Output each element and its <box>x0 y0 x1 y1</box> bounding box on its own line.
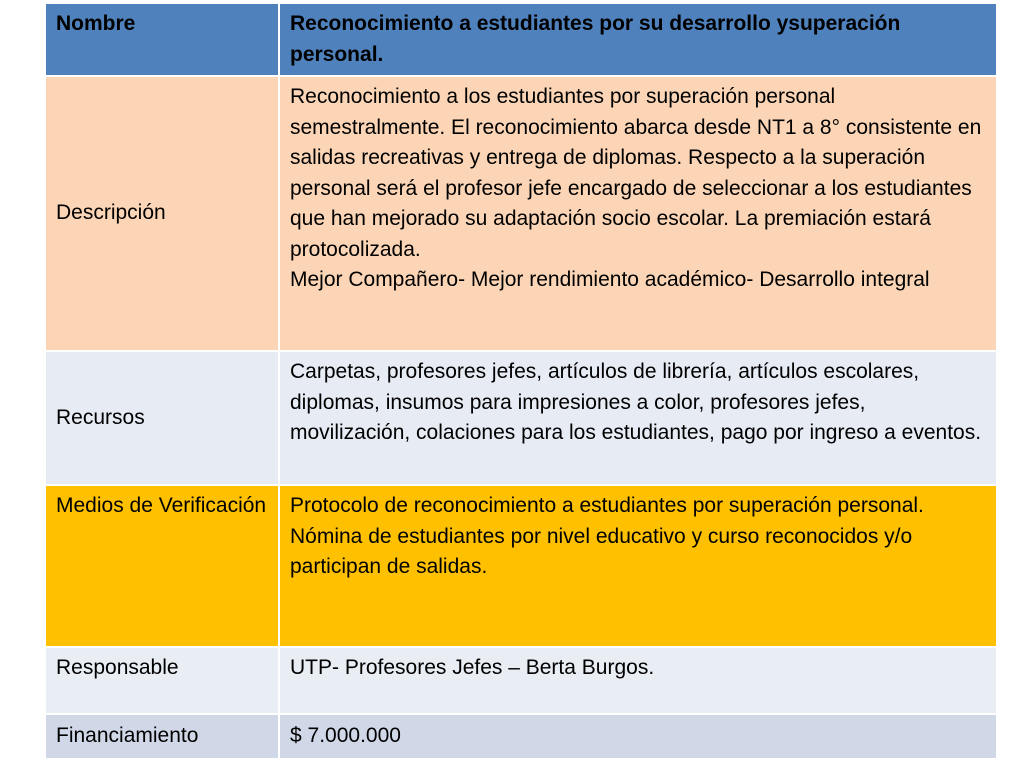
recursos-value: Carpetas, profesores jefes, artículos de librería, artículos escolares, diplomas, insumos para impresiones a color, profesores jefes, movilización, colaciones para los estudiantes, pago por ingreso a eventos. <box>279 351 997 485</box>
nombre-label: Nombre <box>45 3 279 76</box>
financiamiento-value: $ 7.000.000 <box>279 714 997 759</box>
descripcion-row <box>45 76 997 351</box>
responsable-label: Responsable <box>45 647 279 714</box>
nombre-value: Reconocimiento a estudiantes por su desarrollo ysuperación personal. <box>279 3 997 76</box>
medios-verificacion-row <box>45 485 997 647</box>
financiamiento-label: Financiamiento <box>45 714 279 759</box>
medios-verificacion-label: Medios de Verificación <box>45 485 279 647</box>
descripcion-value: Reconocimiento a los estudiantes por superación personal semestralmente. El reconocimiento abarca desde NT1 a 8° consistente en salidas recreativas y entrega de diplomas. Respecto a la superación personal será el profesor jefe encargado de seleccionar a los estudiantes que han mejorado su adaptación socio escolar. La premiación estará protocolizada. Mejor Compañero- Mejor rendimiento académico- Desarrollo integral <box>279 76 997 351</box>
medios-verificacion-value: Protocolo de reconocimiento a estudiantes por superación personal. Nómina de estudiantes por nivel educativo y curso reconocidos y/o participan de salidas. <box>279 485 997 647</box>
responsable-value: UTP- Profesores Jefes – Berta Burgos. <box>279 647 997 714</box>
recursos-label: Recursos <box>45 351 279 485</box>
recursos-row <box>45 351 997 485</box>
financiamiento-row <box>45 714 997 759</box>
responsable-row <box>45 647 997 714</box>
header-row <box>45 3 997 76</box>
project-info-table <box>44 2 998 760</box>
descripcion-label: Descripción <box>45 76 279 351</box>
